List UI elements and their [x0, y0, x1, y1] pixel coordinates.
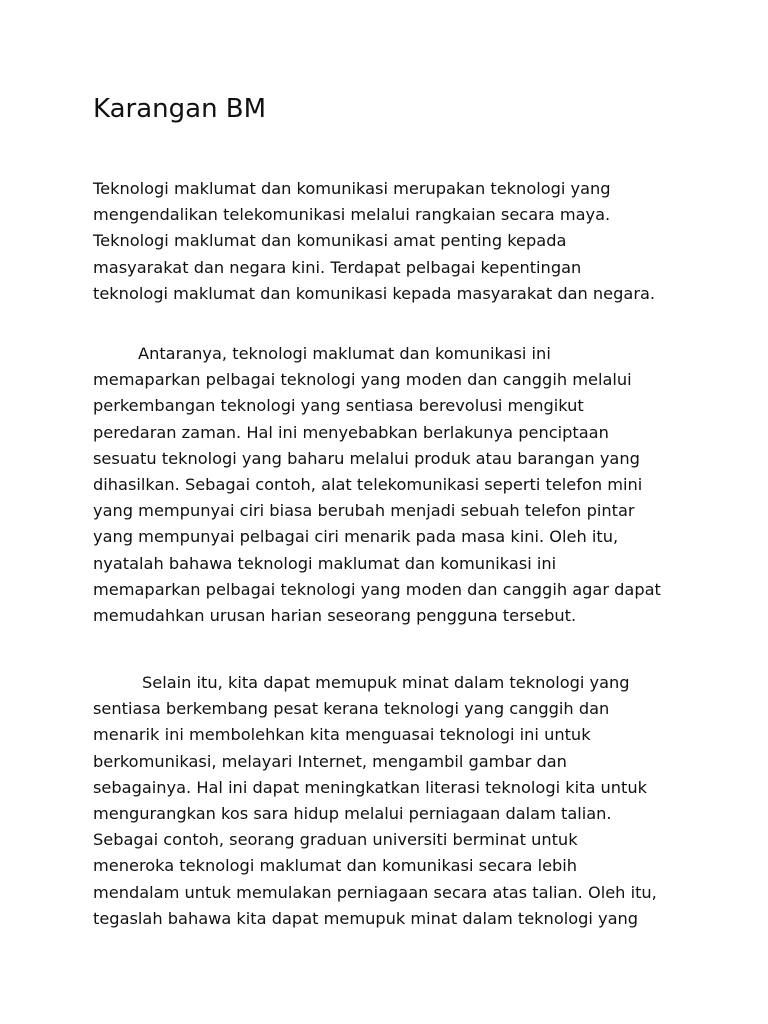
- text-line: memaparkan pelbagai teknologi yang moden dan canggih melalui: [93, 370, 632, 390]
- text-line: menarik ini membolehkan kita menguasai teknologi ini untuk: [93, 725, 591, 745]
- text-line: Teknologi maklumat dan komunikasi merupakan teknologi yang: [93, 179, 611, 198]
- text-line: nyatalah bahawa teknologi maklumat dan komunikasi ini: [93, 553, 557, 573]
- text-line: Antaranya, teknologi maklumat dan komunikasi ini: [138, 344, 551, 363]
- text-line: Selain itu, kita dapat memupuk minat dalam teknologi yang: [142, 673, 630, 692]
- text-line: mengendalikan telekomunikasi melalui rangkaian secara maya.: [93, 205, 611, 225]
- text-line: teknologi maklumat dan komunikasi kepada masyarakat dan negara.: [93, 283, 656, 303]
- text-line: tegaslah bahawa kita dapat memupuk minat dalam teknologi yang: [93, 908, 639, 928]
- text-line: yang mempunyai ciri biasa berubah menjadi sebuah telefon pintar: [93, 501, 635, 521]
- text-line: peredaran zaman. Hal ini menyebabkan berlakunya penciptaan: [93, 422, 609, 442]
- text-line: meneroka teknologi maklumat dan komunikasi secara lebih: [93, 856, 578, 876]
- text-line: mendalam untuk memulakan perniagaan secara atas talian. Oleh itu,: [93, 882, 657, 902]
- text-line: yang mempunyai pelbagai ciri menarik pada masa kini. Oleh itu,: [93, 527, 619, 547]
- text-line: sentiasa berkembang pesat kerana teknologi yang canggih dan: [93, 699, 610, 719]
- document-title: Karangan BM: [93, 94, 267, 124]
- text-line: berkomunikasi, melayari Internet, mengambil gambar dan: [93, 751, 567, 771]
- text-line: perkembangan teknologi yang sentiasa berevolusi mengikut: [93, 396, 584, 416]
- text-line: Sebagai contoh, seorang graduan universiti berminat untuk: [93, 830, 578, 850]
- text-line: memudahkan urusan harian seseorang pengguna tersebut.: [93, 606, 577, 626]
- paragraph-1: [93, 176, 693, 307]
- text-line: memaparkan pelbagai teknologi yang moden dan canggih agar dapat: [93, 579, 661, 599]
- text-line: dihasilkan. Sebagai contoh, alat telekomunikasi seperti telefon mini: [93, 475, 643, 495]
- paragraph-3: [93, 670, 693, 932]
- text-line: sebagainya. Hal ini dapat meningkatkan literasi teknologi kita untuk: [93, 777, 648, 797]
- text-line: Teknologi maklumat dan komunikasi amat penting kepada: [93, 231, 567, 251]
- text-line: mengurangkan kos sara hidup melalui perniagaan dalam talian.: [93, 804, 612, 824]
- text-line: sesuatu teknologi yang baharu melalui produk atau barangan yang: [93, 448, 640, 468]
- paragraph-2: [93, 341, 693, 629]
- text-line: masyarakat dan negara kini. Terdapat pelbagai kepentingan: [93, 257, 582, 277]
